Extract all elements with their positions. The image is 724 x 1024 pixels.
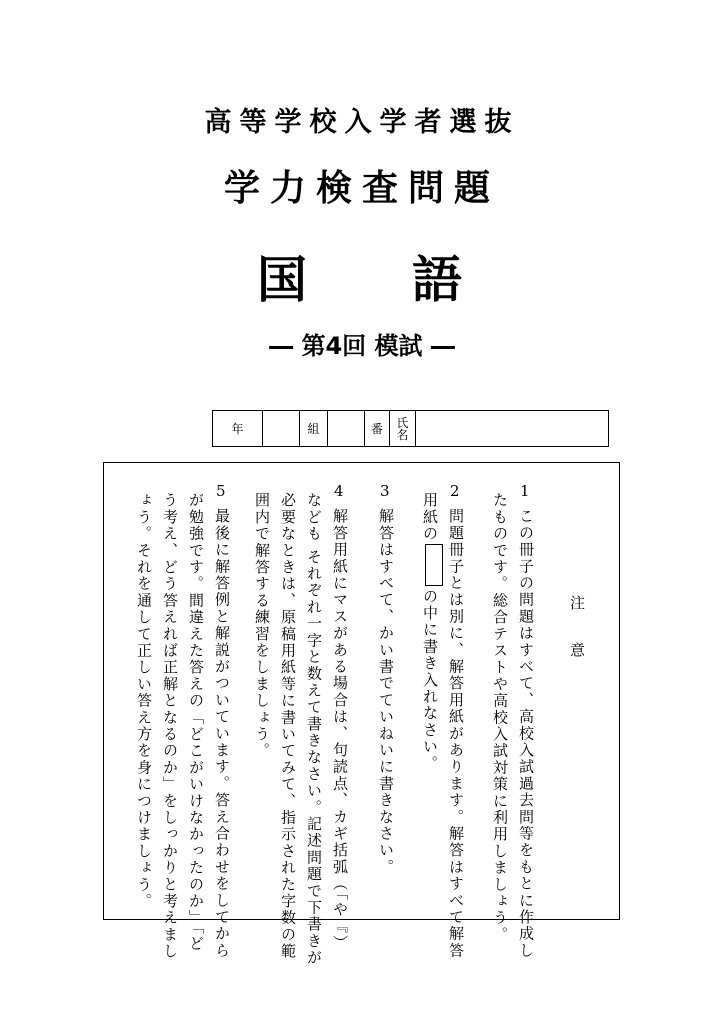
item-1-line-2: たものです。総合テストや高校入試対策に利用しましょう。 (491, 492, 509, 943)
item-number-5: 5 (216, 482, 226, 500)
year-label: 年 (213, 411, 263, 446)
item-number-3: 3 (380, 482, 390, 500)
number-label: 番 (365, 411, 390, 446)
notice-title: 注意 (568, 595, 586, 689)
class-label: 組 (300, 411, 328, 446)
subject-char-left: 国 (257, 251, 307, 309)
subject-heading (0, 240, 724, 309)
item-5-line-2: が勉強です。間違えた答えの「どこがいけなかったのか」「ど (187, 492, 205, 953)
answer-box-sample (425, 544, 443, 586)
item-3-line-1: 解答はすべて、かい書でていねいに書きなさい。 (377, 508, 395, 876)
number-field[interactable] (328, 411, 365, 446)
item-5-line-3: う考え、どう答えれば正解となるのか」をしっかりと考えまし (161, 492, 179, 960)
subject-char-right: 語 (412, 251, 462, 309)
item-2-line-2-post: の中に書き入れなさい。 (421, 588, 439, 772)
name-label (390, 411, 416, 446)
item-4-line-2: なども それぞれ一字と数えて書きなさい。記述問題で下書きが (305, 492, 323, 967)
item-2-line-2-pre: 用紙の (421, 492, 439, 543)
item-4-line-4: 囲内で解答する練習をしましょう。 (253, 492, 271, 760)
name-field[interactable] (416, 411, 608, 446)
item-4-line-1: 解答用紙にマスがある場合は、句読点、カギ括弧（「や『） (331, 508, 349, 952)
item-5-line-1: 最後に解答例と解説がついています。答え合わせをしてから (213, 508, 231, 959)
item-1-line-1: この冊子の問題はすべて、高校入試過去問等をもとに作成し (517, 508, 535, 959)
item-number-2: 2 (450, 482, 460, 500)
item-number-1: 1 (520, 482, 530, 500)
item-5-line-4: ょう。それを通して正しい答え方を身につけましょう。 (135, 492, 153, 910)
item-4-line-3: 必要なときは、原稿用紙等に書いてみて、指示された字数の範 (279, 492, 297, 960)
class-field[interactable] (263, 411, 300, 446)
item-number-4: 4 (334, 482, 344, 500)
exam-type-title: 高等学校入学者選抜 (204, 107, 520, 138)
item-2-line-1: 問題冊子とは別に、解答用紙があります。解答はすべて解答 (447, 508, 465, 959)
student-id-box (212, 410, 609, 447)
round-label: ― 第4回 模試 ― (269, 332, 455, 360)
exam-name-title: 学力検査問題 (223, 168, 500, 209)
item-2-line-2 (414, 492, 446, 772)
name-label-2: 名 (396, 427, 409, 442)
name-label-1: 氏 (396, 415, 409, 430)
